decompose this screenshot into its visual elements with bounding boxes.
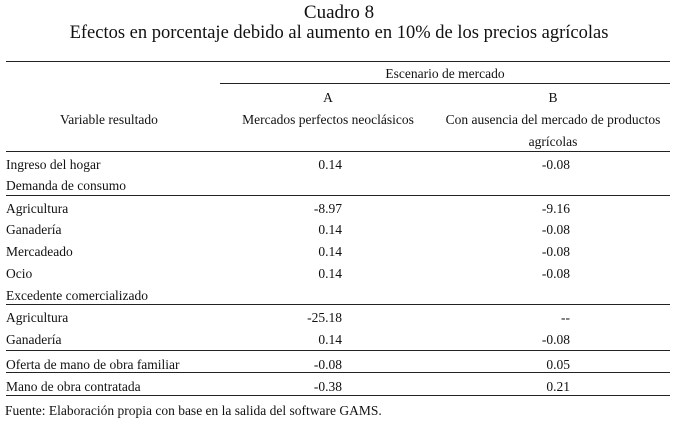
- row-label: Mercadeado: [6, 244, 73, 259]
- cell-value-b: -0.08: [541, 266, 570, 281]
- row-label: Agricultura: [6, 310, 69, 325]
- col-b-label-line1: Con ausencia del mercado de productos: [445, 112, 661, 127]
- cell-value-a: -8.97: [313, 201, 342, 216]
- scenario-rule: [220, 83, 670, 84]
- cell-value-b: -0.08: [541, 157, 570, 172]
- cell-value-b: -0.08: [541, 244, 570, 259]
- col-a-label: Mercados perfectos neoclásicos: [242, 112, 414, 127]
- table-subtitle: Efectos en porcentaje debido al aumento en 10% de los precios agrícolas: [69, 23, 609, 43]
- bottom-rule: [6, 395, 670, 396]
- cell-value-b: --: [561, 310, 570, 325]
- row-label: Ganadería: [6, 222, 62, 237]
- row-label: Ocio: [6, 266, 33, 281]
- cell-value-a: 0.14: [318, 222, 342, 237]
- cell-value-a: -25.18: [307, 310, 342, 325]
- cell-value-a: -0.08: [313, 357, 342, 372]
- divider-rule-oferta: [6, 350, 670, 351]
- col-b-letter: B: [548, 90, 558, 105]
- row-label: Excedente comercializado: [6, 288, 149, 303]
- section-rule-excedente: [6, 304, 670, 305]
- scenario-group-label: Escenario de mercado: [385, 66, 505, 81]
- cell-value-b: 0.05: [546, 357, 570, 372]
- variable-column-header: Variable resultado: [60, 112, 158, 127]
- cell-value-b: -9.16: [541, 201, 570, 216]
- cell-value-b: 0.21: [546, 379, 570, 394]
- col-b-label-line2: agrícolas: [528, 134, 578, 149]
- cell-value-a: 0.14: [318, 157, 342, 172]
- cell-value-a: 0.14: [318, 266, 342, 281]
- row-label: Agricultura: [6, 201, 69, 216]
- col-a-letter: A: [323, 90, 333, 105]
- cell-value-a: -0.38: [313, 379, 342, 394]
- row-label: Mano de obra contratada: [6, 379, 141, 394]
- top-rule: [6, 61, 670, 62]
- row-label: Ingreso del hogar: [6, 157, 101, 172]
- cell-value-a: 0.14: [318, 244, 342, 259]
- row-label: Oferta de mano de obra familiar: [6, 357, 180, 372]
- table-title: Cuadro 8: [303, 2, 375, 23]
- cell-value-b: -0.08: [541, 222, 570, 237]
- cell-value-b: -0.08: [541, 332, 570, 347]
- source-note: Fuente: Elaboración propia con base en la salida del software GAMS.: [5, 403, 382, 418]
- cell-value-a: 0.14: [318, 332, 342, 347]
- row-label: Demanda de consumo: [6, 178, 126, 193]
- header-bottom-rule: [6, 151, 670, 152]
- section-rule-consumo: [6, 195, 670, 196]
- row-label: Ganadería: [6, 332, 62, 347]
